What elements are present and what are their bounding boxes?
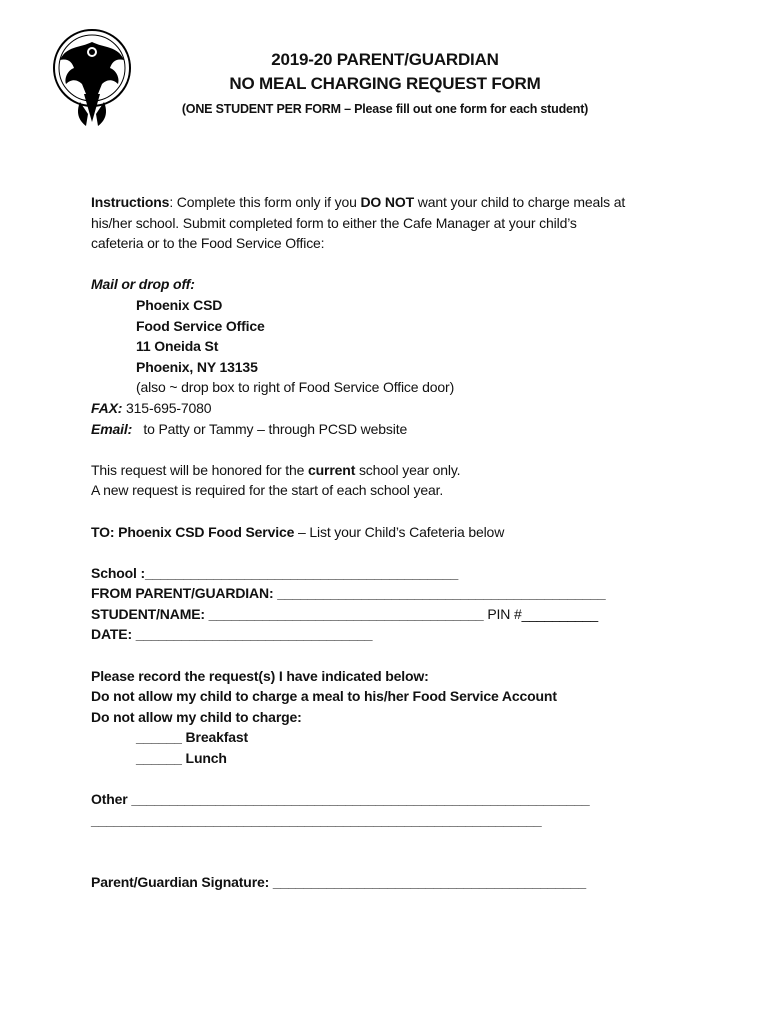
- address-line: 11 Oneida St: [136, 338, 219, 355]
- other-field-continued[interactable]: ___________________________________________________________: [91, 811, 542, 828]
- dropbox-note: (also ~ drop box to right of Food Service Office door): [136, 379, 455, 396]
- date-field[interactable]: DATE: _______________________________: [91, 626, 373, 643]
- to-line: TO: Phoenix CSD Food Service – List your Child’s Cafeteria below: [91, 523, 505, 540]
- form-title-line2: NO MEAL CHARGING REQUEST FORM: [229, 74, 541, 93]
- breakfast-option[interactable]: ______ Breakfast: [136, 729, 249, 746]
- honor-line1: This request will be honored for the current school year only.: [91, 461, 461, 478]
- lunch-option[interactable]: ______ Lunch: [136, 750, 227, 767]
- instructions-label: Instructions: [91, 194, 170, 210]
- address-line: Phoenix CSD: [136, 296, 223, 313]
- mail-label: Mail or drop off:: [91, 276, 195, 293]
- request-option-charge: Do not allow my child to charge:: [91, 708, 302, 725]
- school-field[interactable]: School :_________________________________________: [91, 564, 459, 581]
- address-line: Food Service Office: [136, 317, 265, 334]
- instructions-line1: Instructions: Complete this form only if you DO NOT want your child to charge meals at: [91, 194, 626, 210]
- other-field[interactable]: Other ____________________________________________________________: [91, 791, 590, 808]
- instructions-line2: his/her school. Submit completed form to either the Cafe Manager at your child’s: [91, 214, 577, 231]
- address-line: Phoenix, NY 13135: [136, 358, 258, 375]
- honor-line2: A new request is required for the start of each school year.: [91, 482, 444, 499]
- request-option-account: Do not allow my child to charge a meal to his/her Food Service Account: [91, 688, 557, 705]
- form-header: [90, 48, 680, 116]
- parent-guardian-field[interactable]: FROM PARENT/GUARDIAN: ___________________________________________: [91, 585, 606, 602]
- pin-field[interactable]: PIN #__________: [487, 605, 598, 622]
- fax-line: FAX: 315-695-7080: [91, 399, 212, 416]
- form-body: [91, 192, 701, 892]
- request-heading: Please record the request(s) I have indicated below:: [91, 667, 429, 684]
- form-subtitle: (ONE STUDENT PER FORM – Please fill out one form for each student): [181, 102, 589, 116]
- signature-field[interactable]: Parent/Guardian Signature: _________________________________________: [91, 873, 586, 890]
- email-line: Email: to Patty or Tammy – through PCSD website: [91, 420, 408, 437]
- student-name-field[interactable]: STUDENT/NAME: ____________________________________ PIN #__________: [91, 605, 598, 622]
- form-title-line1: 2019-20 PARENT/GUARDIAN: [271, 50, 499, 69]
- instructions-line3: cafeteria or to the Food Service Office:: [91, 235, 325, 252]
